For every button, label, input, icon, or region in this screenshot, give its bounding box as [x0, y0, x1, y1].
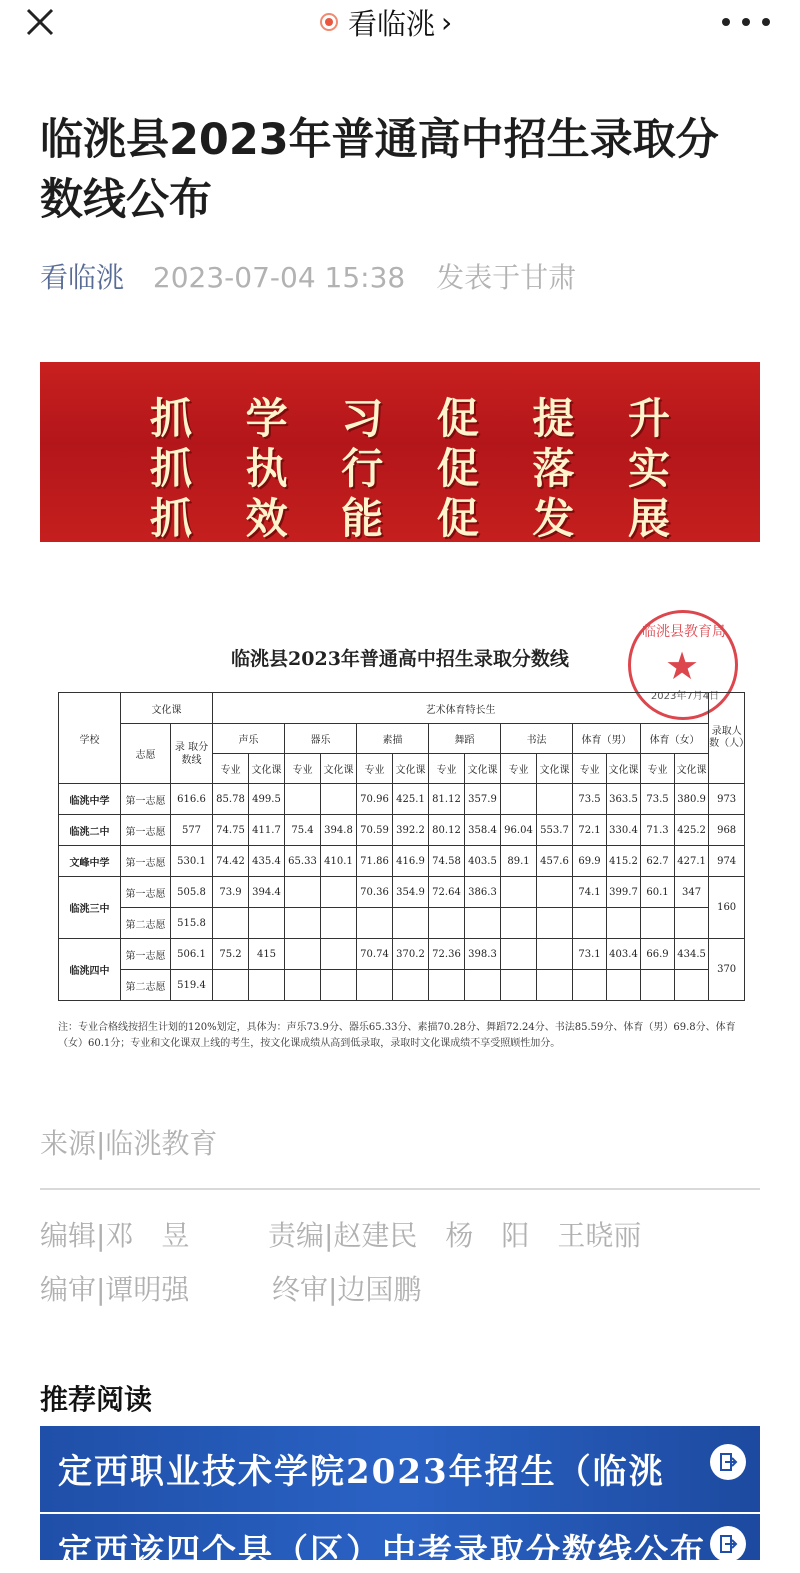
admit-cell: 160 — [709, 877, 745, 939]
banner-char: 发 — [532, 494, 575, 543]
score-cell: 394.8 — [321, 815, 357, 846]
article-meta — [40, 256, 576, 300]
score-cell — [357, 908, 393, 939]
header-subcol: 专业 — [641, 754, 675, 784]
header-wish: 志愿 — [121, 724, 171, 784]
top-bar — [0, 0, 800, 44]
score-cell: 70.36 — [357, 877, 393, 908]
score-cell — [537, 970, 573, 1001]
banner-char: 能 — [341, 494, 384, 543]
publish-time: 2023-07-04 15:38 — [152, 261, 406, 294]
score-cell — [285, 784, 321, 815]
close-button[interactable] — [22, 4, 58, 40]
admit-cell: 974 — [709, 846, 745, 877]
score-cell: 416.9 — [393, 846, 429, 877]
table-row — [59, 908, 745, 939]
header-row — [59, 693, 745, 724]
admit-cell: 973 — [709, 784, 745, 815]
score-cell: 435.4 — [249, 846, 285, 877]
table-row — [59, 939, 745, 970]
banner-char: 展 — [627, 494, 670, 543]
score-cell: 73.5 — [641, 784, 675, 815]
open-link-icon — [710, 1526, 746, 1562]
score-cell: 69.9 — [573, 846, 607, 877]
header-row — [59, 724, 745, 754]
score-cell: 89.1 — [501, 846, 537, 877]
document-note: 注：专业合格线按招生计划的120%划定，具体为：声乐73.9分、器乐65.33分、素描70.28分、舞蹈72.24分、书法85.59分、体育（男）69.8分、体育（女）60.1分；专业和文化课双上线的考生，按文化课成绩从高到低录取，录取时文化课成绩不享受照顾性加分。 — [58, 1022, 736, 1049]
banner-char: 升 — [627, 394, 670, 443]
score-cell — [537, 908, 573, 939]
reviewer-credit: 编审|谭明强 — [40, 1273, 190, 1306]
score-cell: 74.42 — [213, 846, 249, 877]
score-cell: 75.4 — [285, 815, 321, 846]
score-cell — [429, 970, 465, 1001]
score-cell — [501, 908, 537, 939]
score-cell: 73.1 — [573, 939, 607, 970]
score-cell: 80.12 — [429, 815, 465, 846]
score-cell: 96.04 — [501, 815, 537, 846]
header-subcol: 文化课 — [607, 754, 641, 784]
score-cell: 386.3 — [465, 877, 501, 908]
score-cell — [501, 784, 537, 815]
score-cell — [465, 908, 501, 939]
header-subcol: 文化课 — [249, 754, 285, 784]
score-cell: 72.1 — [573, 815, 607, 846]
cutoff-cell: 505.8 — [171, 877, 213, 908]
score-cell: 73.5 — [573, 784, 607, 815]
score-table — [58, 692, 750, 1001]
score-cell: 72.64 — [429, 877, 465, 908]
more-dot-icon — [742, 18, 750, 26]
cutoff-cell: 515.8 — [171, 908, 213, 939]
cutoff-cell: 616.6 — [171, 784, 213, 815]
score-cell: 398.3 — [465, 939, 501, 970]
wish-cell: 第一志愿 — [121, 846, 171, 877]
score-cell: 71.86 — [357, 846, 393, 877]
wish-cell: 第二志愿 — [121, 970, 171, 1001]
score-cell — [285, 970, 321, 1001]
header-subject: 素描 — [357, 724, 429, 754]
score-cell: 70.59 — [357, 815, 393, 846]
score-cell: 73.9 — [213, 877, 249, 908]
wish-cell: 第二志愿 — [121, 908, 171, 939]
banner-char: 实 — [627, 444, 670, 493]
banner-char: 执 — [245, 444, 288, 493]
score-cell — [607, 970, 641, 1001]
author-link[interactable]: 看临洮 — [40, 261, 125, 294]
score-cell — [213, 970, 249, 1001]
header-subject: 声乐 — [213, 724, 285, 754]
header-admit: 录取人数（人） — [709, 693, 745, 784]
responsible-editor-credit: 责编|赵建民 杨 阳 王晓丽 — [268, 1219, 642, 1252]
wish-cell: 第一志愿 — [121, 815, 171, 846]
editor-credit: 编辑|邓 昱 — [40, 1219, 190, 1252]
score-cell: 358.4 — [465, 815, 501, 846]
banner-char: 行 — [341, 444, 384, 493]
score-cell — [249, 908, 285, 939]
score-cell — [249, 970, 285, 1001]
final-reviewer-credit: 终审|边国鹏 — [272, 1273, 422, 1306]
document-title: 临洮县2023年普通高中招生录取分数线 — [231, 648, 569, 670]
score-cell: 392.2 — [393, 815, 429, 846]
header-subcol: 文化课 — [321, 754, 357, 784]
school-cell: 临洮二中 — [59, 815, 121, 846]
header-subcol: 文化课 — [537, 754, 573, 784]
cutoff-cell: 577 — [171, 815, 213, 846]
score-cell — [465, 970, 501, 1001]
score-cell: 434.5 — [675, 939, 709, 970]
score-cell — [537, 877, 573, 908]
banner-char: 促 — [436, 444, 479, 493]
banner-char: 促 — [436, 394, 479, 443]
live-dot-icon — [320, 13, 338, 31]
score-cell: 370.2 — [393, 939, 429, 970]
score-cell — [429, 908, 465, 939]
score-cell — [675, 970, 709, 1001]
score-cell — [537, 939, 573, 970]
header-culture: 文化课 — [121, 693, 213, 724]
score-cell: 66.9 — [641, 939, 675, 970]
publish-location: 发表于甘肃 — [436, 261, 577, 294]
header-subject: 书法 — [501, 724, 573, 754]
score-cell: 394.4 — [249, 877, 285, 908]
chevron-right-icon: › — [441, 5, 453, 39]
cutoff-cell: 519.4 — [171, 970, 213, 1001]
score-cell: 85.78 — [213, 784, 249, 815]
score-cell: 71.3 — [641, 815, 675, 846]
school-cell: 临洮三中 — [59, 877, 121, 939]
more-options-button[interactable] — [722, 6, 770, 38]
score-document[interactable] — [40, 600, 760, 1070]
score-cell — [675, 908, 709, 939]
table-row — [59, 846, 745, 877]
score-cell — [641, 908, 675, 939]
wish-cell: 第一志愿 — [121, 877, 171, 908]
score-cell: 357.9 — [465, 784, 501, 815]
header-subject: 体育（女） — [641, 724, 709, 754]
banner-char: 抓 — [150, 494, 193, 543]
header-subject: 器乐 — [285, 724, 357, 754]
header-subcol: 文化课 — [465, 754, 501, 784]
score-cell — [573, 908, 607, 939]
score-cell: 60.1 — [641, 877, 675, 908]
table-row — [59, 877, 745, 908]
score-cell — [285, 877, 321, 908]
slogan-banner — [40, 362, 760, 542]
score-cell: 347 — [675, 877, 709, 908]
recommend-item-title: 定西职业技术学院2023年招生（临洮 — [58, 1452, 665, 1492]
score-cell — [357, 970, 393, 1001]
score-cell — [393, 970, 429, 1001]
score-cell: 62.7 — [641, 846, 675, 877]
recommend-item[interactable] — [40, 1514, 760, 1572]
divider — [40, 1188, 760, 1190]
header-subcol: 专业 — [213, 754, 249, 784]
score-cell: 415.2 — [607, 846, 641, 877]
close-icon — [22, 4, 58, 40]
score-cell — [641, 970, 675, 1001]
header-subcol: 文化课 — [675, 754, 709, 784]
score-cell: 65.33 — [285, 846, 321, 877]
banner-char: 提 — [532, 394, 575, 443]
recommend-item-title: 定西该四个县（区）中考录取分数线公布 — [58, 1532, 706, 1572]
score-cell: 74.58 — [429, 846, 465, 877]
score-cell — [213, 908, 249, 939]
table-row — [59, 970, 745, 1001]
score-cell — [285, 908, 321, 939]
wish-cell: 第一志愿 — [121, 784, 171, 815]
score-cell: 81.12 — [429, 784, 465, 815]
header-subcol: 文化课 — [393, 754, 429, 784]
score-cell — [607, 908, 641, 939]
seal-star-icon: ★ — [665, 644, 700, 688]
banner-char: 促 — [436, 494, 479, 543]
score-cell: 74.75 — [213, 815, 249, 846]
score-cell — [285, 939, 321, 970]
score-cell — [573, 970, 607, 1001]
cutoff-cell: 530.1 — [171, 846, 213, 877]
score-cell: 410.1 — [321, 846, 357, 877]
score-cell: 427.1 — [675, 846, 709, 877]
header-cutoff: 录 取分数线 — [171, 724, 213, 784]
cutoff-cell: 506.1 — [171, 939, 213, 970]
score-cell: 415 — [249, 939, 285, 970]
score-cell: 363.5 — [607, 784, 641, 815]
score-cell — [321, 970, 357, 1001]
score-cell: 425.1 — [393, 784, 429, 815]
banner-char: 落 — [532, 444, 575, 493]
header-subcol: 专业 — [285, 754, 321, 784]
table-row — [59, 784, 745, 815]
recommend-heading: 推荐阅读 — [40, 1383, 153, 1416]
account-name: 看临洮 — [348, 6, 436, 41]
school-cell: 临洮中学 — [59, 784, 121, 815]
seal-date: 2023年7月4日 — [650, 691, 720, 702]
score-cell — [321, 877, 357, 908]
header-subject: 舞蹈 — [429, 724, 501, 754]
open-link-icon — [710, 1444, 746, 1480]
banner-char: 学 — [245, 394, 288, 443]
header-school: 学校 — [59, 693, 121, 784]
score-cell — [393, 908, 429, 939]
article-title: 临洮县2023年普通高中招生录取分数线公布 — [40, 115, 719, 225]
banner-row — [150, 486, 670, 546]
table-row — [59, 815, 745, 846]
score-cell — [501, 877, 537, 908]
header-subcol: 专业 — [501, 754, 537, 784]
score-cell: 457.6 — [537, 846, 573, 877]
admit-cell: 968 — [709, 815, 745, 846]
score-cell: 74.1 — [573, 877, 607, 908]
score-cell — [537, 784, 573, 815]
banner-char: 抓 — [150, 444, 193, 493]
header-art: 艺术体育特长生 — [213, 693, 709, 724]
banner-char: 效 — [245, 494, 288, 543]
score-cell: 380.9 — [675, 784, 709, 815]
more-dot-icon — [762, 18, 770, 26]
score-cell — [501, 970, 537, 1001]
score-cell — [321, 939, 357, 970]
recommend-item[interactable] — [40, 1426, 760, 1512]
source-credit: 来源|临洮教育 — [40, 1127, 218, 1160]
wish-cell: 第一志愿 — [121, 939, 171, 970]
score-cell — [321, 908, 357, 939]
score-cell: 354.9 — [393, 877, 429, 908]
banner-char: 抓 — [150, 394, 193, 443]
score-cell: 411.7 — [249, 815, 285, 846]
header-subject: 体育（男） — [573, 724, 641, 754]
more-dot-icon — [722, 18, 730, 26]
school-cell: 文峰中学 — [59, 846, 121, 877]
score-cell: 75.2 — [213, 939, 249, 970]
seal-text: 临洮县教育局 — [642, 624, 726, 640]
score-cell: 72.36 — [429, 939, 465, 970]
header-subcol: 专业 — [429, 754, 465, 784]
account-link[interactable] — [320, 2, 452, 42]
school-cell: 临洮四中 — [59, 939, 121, 1001]
score-cell — [501, 939, 537, 970]
score-cell: 70.74 — [357, 939, 393, 970]
score-cell — [321, 784, 357, 815]
banner-char: 习 — [341, 394, 384, 443]
score-cell: 553.7 — [537, 815, 573, 846]
score-cell: 399.7 — [607, 877, 641, 908]
admit-cell: 370 — [709, 939, 745, 1001]
header-subcol: 专业 — [573, 754, 607, 784]
score-cell: 70.96 — [357, 784, 393, 815]
score-cell: 425.2 — [675, 815, 709, 846]
score-cell: 403.4 — [607, 939, 641, 970]
score-cell: 499.5 — [249, 784, 285, 815]
score-cell: 330.4 — [607, 815, 641, 846]
score-cell: 403.5 — [465, 846, 501, 877]
header-subcol: 专业 — [357, 754, 393, 784]
